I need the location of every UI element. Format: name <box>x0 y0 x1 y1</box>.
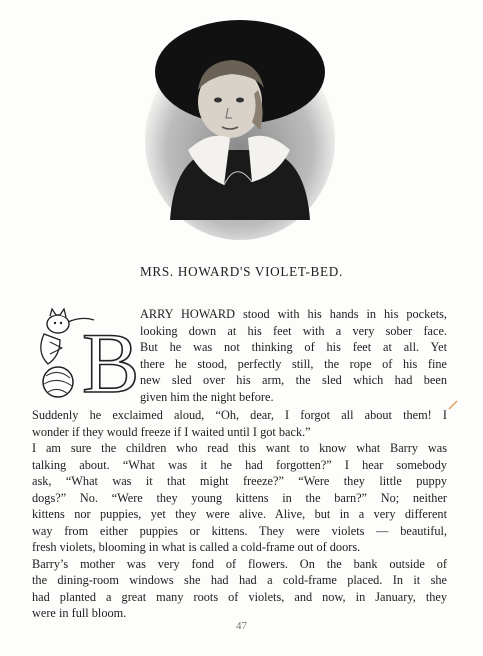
text-line: Barry’s mother was very fond of flowers. On the bank outside of <box>32 556 447 571</box>
text-line: were in full bloom. <box>32 606 127 620</box>
text-line: ask, “What was it that might freeze?” “Were they little puppy <box>32 474 447 488</box>
text-line: new sled over his arm, the sled which had been <box>140 373 447 387</box>
text-line: looking down at his feet with a very sober face. <box>140 323 447 338</box>
chapter-title: MRS. HOWARD'S VIOLET-BED. <box>139 264 344 279</box>
text-line: given him the night before. <box>140 389 274 404</box>
text-line: But he was not thinking of his feet at all. Yet <box>140 340 447 354</box>
text-line: Suddenly he exclaimed aloud, “Oh, dear, I forgot all about them! I <box>32 408 447 422</box>
text-line: wonder if they would freeze if I waited until I got back.” <box>32 424 311 439</box>
pencil-tick-mark-icon <box>447 398 459 412</box>
text-line: ARRY HOWARD stood with his hands in his pockets, <box>140 307 447 321</box>
body-paragraphs <box>32 407 447 622</box>
text-line: kittens nor puppies, yet they were alive. Alive, but in a very different <box>32 507 447 521</box>
text-line: had planted a great many roots of violets, and now, in January, they <box>32 589 447 604</box>
text-line: way from either puppies or kittens. They were violets — beautiful, <box>32 523 447 538</box>
text-line: dogs?” No. “Were they young kittens in the barn?” No; neither <box>32 490 447 505</box>
opening-paragraph <box>140 306 447 405</box>
drop-cap-letter: B <box>82 315 140 411</box>
text-line: the dining-room windows she had had a cold-frame placed. In it she <box>32 573 447 587</box>
text-line: there he stood, perfectly still, the rope of his fine <box>140 356 447 371</box>
text-line: talking about. “What was it he had forgotten?” I hear somebody <box>32 457 447 472</box>
text-line: I am sure the children who read this want to know what Barry was <box>32 441 447 455</box>
child-portrait-illustration <box>140 10 340 242</box>
page-number: 47 <box>236 620 247 632</box>
text-line: fresh violets, blooming in what is called a cold-frame out of doors. <box>32 540 361 554</box>
decorated-drop-cap-b-illustration <box>30 306 140 411</box>
